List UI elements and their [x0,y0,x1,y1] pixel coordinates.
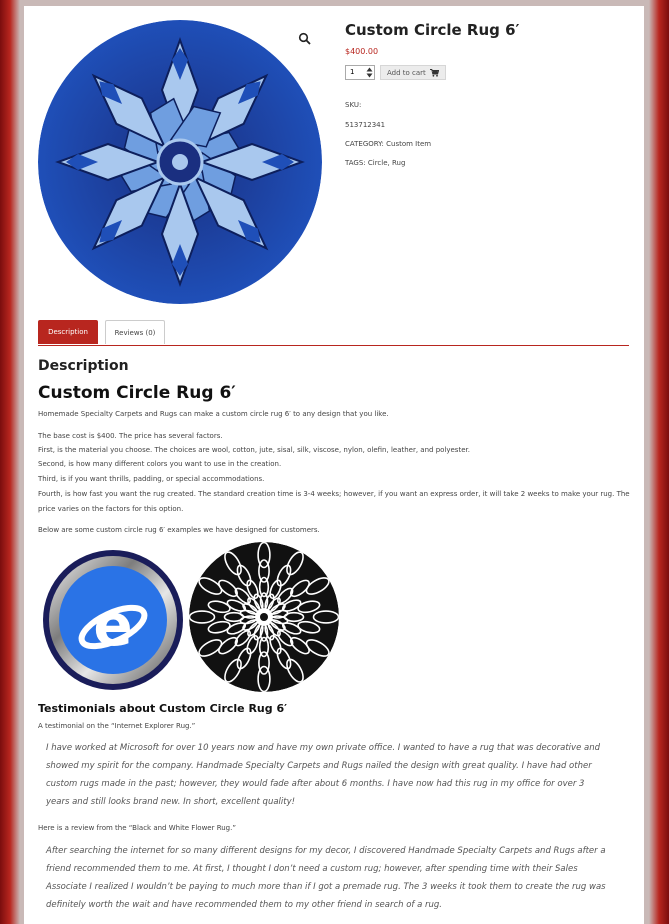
svg-text:e: e [93,591,133,659]
tag-separator: , [387,159,392,167]
testimonial-intro-flower: Here is a review from the “Black and White Flower Rug.” [38,824,236,832]
add-to-cart-button[interactable] [380,65,446,80]
category-link[interactable]: Custom Item [386,140,432,148]
description-line: Fourth, is how fast you want the rug created. The standard creation time is 3-4 weeks; however, if you want an express order, it will take 2 weeks to make your rug. The price varies on the factors for this option. [38,490,630,513]
examples-intro: Below are some custom circle rug 6′ examples we have designed for customers. [38,526,320,534]
description-heading: Description [38,358,129,374]
example-image-flower-rug[interactable] [189,542,339,692]
cart-icon [430,69,439,77]
description-line: Second, is how many different colors you want to use in the creation. [38,460,282,468]
magnifier-icon[interactable] [298,32,312,46]
example-image-ie-rug[interactable] [42,549,184,691]
testimonials-heading: Testimonials about Custom Circle Rug 6′ [38,702,288,715]
product-tabs [38,320,629,346]
quantity-input[interactable] [346,66,362,77]
product-title: Custom Circle Rug 6′ [345,21,520,39]
category-label: CATEGORY: [345,140,384,148]
testimonial-quote-flower: After searching the internet for so many different designs for my decor, I discovered Handmade Specialty Carpets and Rugs after a friend recommended them to me. At first, I thought I don’t need a custom rug; however, after spending time with their Sales Associate I realized I wouldn’t be paying to much more than if I got a premade rug. The 3 weeks it took them to create the rug was definitely worth the wait and have recommended them to my other friend in search of a rug. [46,846,606,910]
sku-value: 513712341 [345,121,386,129]
quantity-stepper[interactable] [345,65,375,80]
description-title: Custom Circle Rug 6′ [38,383,236,403]
description-line: Third, is if you want thrills, padding, or special accommodations. [38,475,265,483]
tags-row [345,159,405,167]
tab-reviews[interactable]: Reviews (0) [105,320,165,344]
tag-link-circle[interactable]: Circle [367,159,388,167]
tags-label: TAGS: [345,159,366,167]
description-line: First, is the material you choose. The choices are wool, cotton, jute, sisal, silk, viscose, nylon, olefin, leather, and polyester. [38,446,470,454]
description-line: The base cost is $400. The price has several factors. [38,432,223,440]
tab-description[interactable]: Description [38,320,98,344]
testimonial-intro-ie: A testimonial on the “Internet Explorer Rug.” [38,722,196,730]
stepper-arrows-icon[interactable] [366,67,373,78]
sku-label: SKU: [345,101,362,109]
product-image-rug[interactable] [38,20,322,304]
add-to-cart-label: Add to cart [387,68,426,77]
product-page [24,6,644,924]
product-price: $400.00 [345,47,379,56]
tag-link-rug[interactable]: Rug [391,159,406,167]
description-intro: Homemade Specialty Carpets and Rugs can make a custom circle rug 6′ to any design that you like. [38,410,389,418]
testimonial-quote-ie: I have worked at Microsoft for over 10 years now and have my own private office. I wanted to have a rug that was decorative and showed my spirit for the company. Handmade Specialty Carpets and Rugs nailed the design with great quality. I have had other custom rugs made in the past; however, they would fade after about 6 months. I have now had this rug in my office for over 3 years and still looks brand new. In short, excellent quality! [46,743,600,807]
category-row [345,140,431,148]
